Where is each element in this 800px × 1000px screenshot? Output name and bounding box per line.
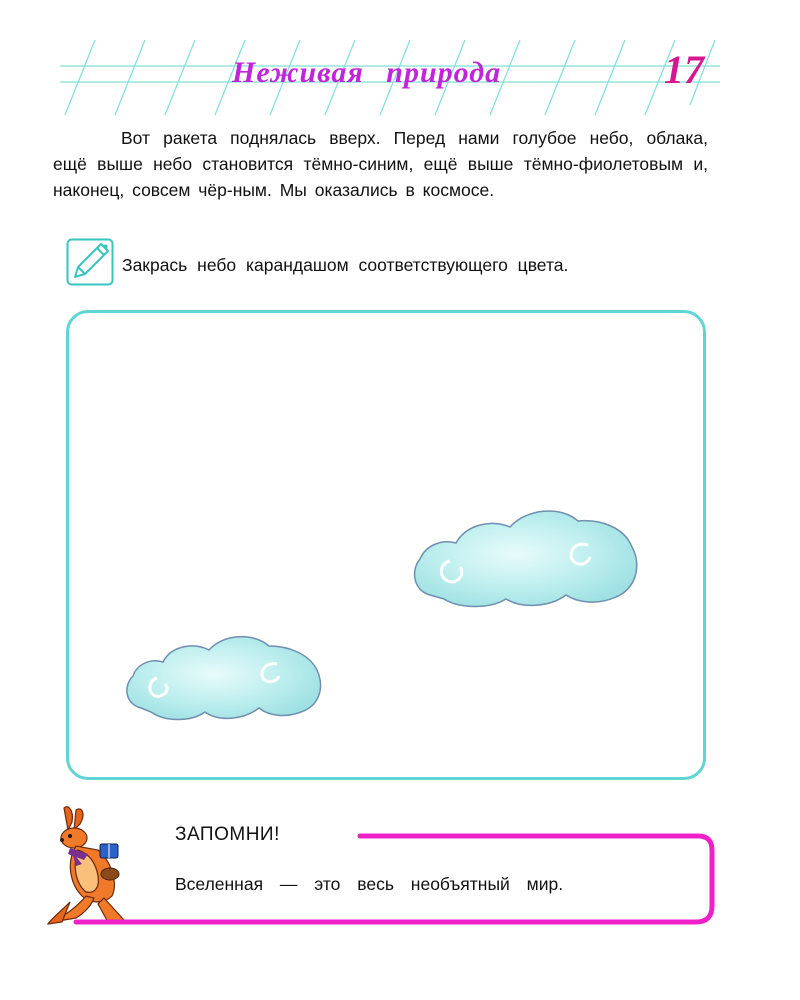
cloud-small-image (123, 632, 323, 724)
page-number: 17 (664, 47, 704, 92)
remember-text: Вселенная — это весь необъятный мир. (175, 874, 564, 894)
task-instruction: Закрась небо карандашом соответствующего цвета. (122, 255, 569, 275)
intro-paragraph: Вот ракета поднялась вверх. Перед нами голубое небо, облака, ещё выше небо становится тёмно-синим, ещё выше тёмно-фиолетовым и, наконец, совсем чёр-ным. Мы оказались в космосе. (53, 128, 708, 200)
chapter-title: Неживая природа (232, 56, 502, 89)
cloud-large-image (410, 505, 642, 613)
pencil-icon (66, 238, 114, 286)
remember-heading: ЗАПОМНИ! (175, 824, 280, 845)
